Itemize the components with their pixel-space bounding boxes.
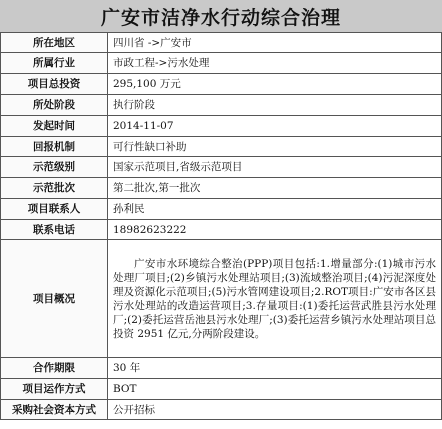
table-row — [1, 178, 442, 199]
page-title: 广安市洁净水行动综合治理 — [0, 0, 442, 33]
row-label: 示范级别 — [1, 157, 108, 178]
table-row — [1, 400, 442, 420]
row-value: 执行阶段 — [108, 95, 442, 116]
row-label: 项目运作方式 — [1, 379, 108, 400]
row-value: 四川省 ->广安市 — [108, 33, 442, 53]
table-row — [1, 74, 442, 95]
table-row — [1, 157, 442, 178]
row-label: 所在地区 — [1, 33, 108, 53]
project-overview-text: 广安市水环境综合整治(PPP)项目包括:1.增量部分:(1)城市污水处理厂项目;(2)乡镇污水处理站项目;(3)流域整治项目;(4)污泥深度处理及资源化示范项目;(5)污水管网建设项目;2.ROT项目:广安市各区县污水处理站的改造运营项目;3.存量项目:(1)委托运营武胜县污水处理厂;(2)委托运营岳池县污水处理厂;(3)委托运营乡镇污水处理站项目总投资 2951 亿元,分两阶段建设。 — [108, 240, 442, 358]
row-label: 发起时间 — [1, 116, 108, 137]
table-row — [1, 240, 442, 358]
table-row — [1, 33, 442, 53]
table-row — [1, 379, 442, 400]
row-label: 联系电话 — [1, 220, 108, 240]
row-value: 可行性缺口补助 — [108, 137, 442, 157]
table-row — [1, 358, 442, 379]
row-value: 孙利民 — [108, 199, 442, 220]
row-label: 所属行业 — [1, 53, 108, 74]
row-label: 所处阶段 — [1, 95, 108, 116]
row-label: 项目概况 — [1, 240, 108, 358]
row-label: 项目总投资 — [1, 74, 108, 95]
row-label: 合作期限 — [1, 358, 108, 379]
row-value: 2014-11-07 — [108, 116, 442, 137]
row-value: 18982623222 — [108, 220, 442, 240]
row-value: 295,100 万元 — [108, 74, 442, 95]
row-value: 国家示范项目,省级示范项目 — [108, 157, 442, 178]
row-label: 示范批次 — [1, 178, 108, 199]
table-row — [1, 220, 442, 240]
row-value: 市政工程->污水处理 — [108, 53, 442, 74]
row-label: 回报机制 — [1, 137, 108, 157]
table-row — [1, 53, 442, 74]
row-value: 公开招标 — [108, 400, 442, 420]
row-value: 30 年 — [108, 358, 442, 379]
row-label: 项目联系人 — [1, 199, 108, 220]
row-value: 第二批次,第一批次 — [108, 178, 442, 199]
table-row — [1, 95, 442, 116]
table-row — [1, 137, 442, 157]
project-info-table — [0, 32, 442, 420]
table-row — [1, 199, 442, 220]
row-label: 采购社会资本方式 — [1, 400, 108, 420]
table-row — [1, 116, 442, 137]
row-value: BOT — [108, 379, 442, 400]
